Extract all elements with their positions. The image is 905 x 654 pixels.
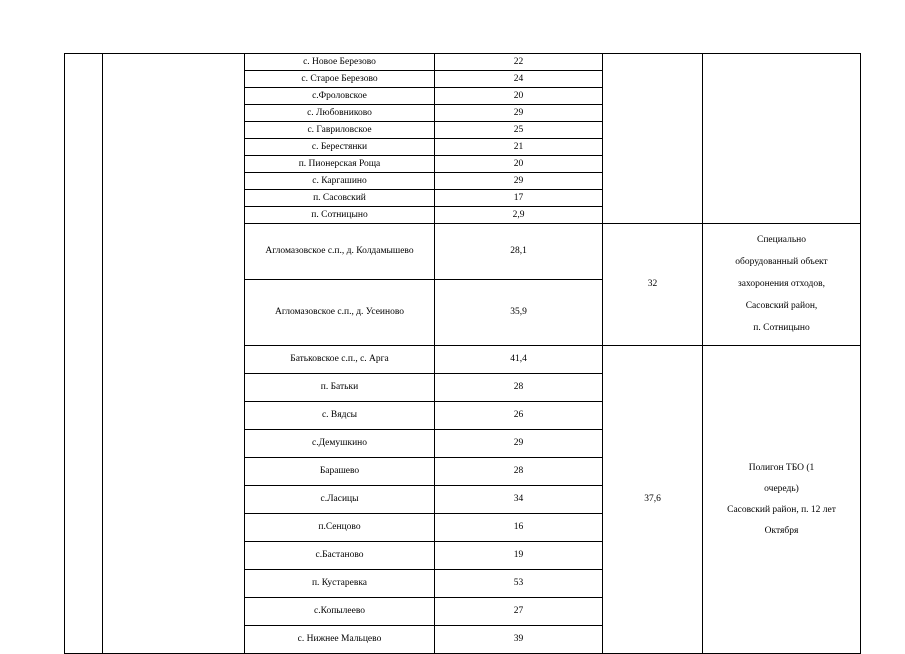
settlement-cell: п. Батьки [245, 374, 435, 402]
destination-line: захоронения отходов, [738, 279, 825, 289]
destination-line: Октября [764, 525, 799, 536]
distance-cell: 53 [435, 570, 603, 598]
distance-cell: 19 [435, 542, 603, 570]
settlement-cell: с. Берестянки [245, 139, 435, 156]
settlement-cell: с. Новое Березово [245, 54, 435, 71]
settlement-cell: с.Ласицы [245, 486, 435, 514]
settlement-cell: с. Нижнее Мальцево [245, 626, 435, 654]
settlement-cell: с. Любовниково [245, 105, 435, 122]
table-row [65, 54, 861, 71]
index-column-cell [65, 54, 103, 654]
settlement-cell: с. Вядсы [245, 402, 435, 430]
destination-line: п. Сотницыно [753, 323, 810, 333]
distance-cell: 16 [435, 514, 603, 542]
distance-cell: 28,1 [435, 224, 603, 280]
settlement-cell: с. Старое Березово [245, 71, 435, 88]
destination-cell [703, 54, 861, 224]
destination-line: Специально [756, 235, 806, 245]
distance-cell: 25 [435, 122, 603, 139]
district-column-cell [103, 54, 245, 654]
distance-cell: 2,9 [435, 207, 603, 224]
distance-cell: 29 [435, 430, 603, 458]
distance-cell: 28 [435, 374, 603, 402]
destination-line: Сасовский район, п. 12 лет [727, 504, 836, 515]
settlement-cell: Батьковское с.п., с. Арга [245, 346, 435, 374]
settlement-cell: Агломазовское с.п., д. Усеиново [245, 280, 435, 346]
distance-cell: 26 [435, 402, 603, 430]
settlement-cell: п. Кустаревка [245, 570, 435, 598]
settlements-table [64, 53, 861, 654]
distance-cell: 24 [435, 71, 603, 88]
settlement-cell: с.Демушкино [245, 430, 435, 458]
distance-cell: 41,4 [435, 346, 603, 374]
destination-line: оборудованный объект [735, 257, 828, 267]
distance-cell: 22 [435, 54, 603, 71]
destination-line: Полигон ТБО (1 [748, 462, 815, 473]
distance-cell: 34 [435, 486, 603, 514]
distance-cell: 29 [435, 173, 603, 190]
settlement-cell: п.Сенцово [245, 514, 435, 542]
settlement-cell: с.Бастаново [245, 542, 435, 570]
settlement-cell: Агломазовское с.п., д. Колдамышево [245, 224, 435, 280]
settlement-cell: Барашево [245, 458, 435, 486]
distance-cell: 29 [435, 105, 603, 122]
destination-line: очередь) [764, 483, 799, 494]
distance-cell: 28 [435, 458, 603, 486]
average-distance-cell [603, 54, 703, 224]
settlement-cell: с. Каргашино [245, 173, 435, 190]
distance-cell: 39 [435, 626, 603, 654]
distance-cell: 17 [435, 190, 603, 207]
distance-cell: 20 [435, 156, 603, 173]
destination-line: Сасовский район, [745, 301, 818, 311]
distance-cell: 27 [435, 598, 603, 626]
distance-cell: 20 [435, 88, 603, 105]
destination-cell [703, 224, 861, 346]
distance-cell: 35,9 [435, 280, 603, 346]
settlement-cell: с.Фроловское [245, 88, 435, 105]
distance-cell: 21 [435, 139, 603, 156]
settlement-cell: п. Сасовский [245, 190, 435, 207]
settlement-cell: с. Гавриловское [245, 122, 435, 139]
average-distance-cell: 32 [603, 224, 703, 346]
settlement-cell: п. Пионерская Роща [245, 156, 435, 173]
settlement-cell: с.Копылеево [245, 598, 435, 626]
average-distance-cell: 37,6 [603, 346, 703, 654]
settlement-cell: п. Сотницыно [245, 207, 435, 224]
destination-cell [703, 346, 861, 654]
